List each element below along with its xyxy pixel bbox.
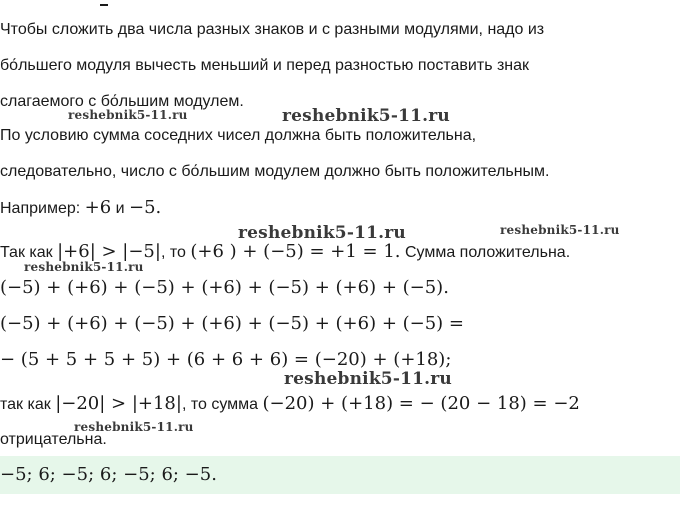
condition-line-2: следовательно, число с бо́льшим модулем должно быть положительным. <box>0 163 550 180</box>
watermark: reshebnik5-11.ru <box>74 420 194 434</box>
sequence-line: (−5) + (+6) + (−5) + (+6) + (−5) + (+6) + (−5). <box>0 277 449 298</box>
watermark: reshebnik5-11.ru <box>284 369 452 389</box>
negative-prefix: так как <box>0 396 56 413</box>
example-number-2: −5. <box>129 197 162 218</box>
since-modulus-compare: |+6| > |−5| <box>57 241 161 262</box>
negative-line <box>0 394 580 415</box>
rule-line-1: Чтобы сложить два числа разных знаков и с разными модулями, надо из <box>0 21 545 38</box>
watermark: reshebnik5-11.ru <box>500 223 620 237</box>
watermark: reshebnik5-11.ru <box>282 106 450 126</box>
example-prefix: Например: <box>0 200 85 217</box>
negative-line-2: отрицательна. <box>0 431 107 448</box>
sequence-sum-line: (−5) + (+6) + (−5) + (+6) + (−5) + (+6) + (−5) = <box>0 313 465 334</box>
negative-sum: (−20) + (+18) = − (20 − 18) = −2 <box>262 393 580 414</box>
condition-line-1: По условию сумма соседних чисел должна быть положительна, <box>0 127 477 144</box>
top-dash <box>100 4 108 6</box>
example-number-1: +6 <box>84 197 112 218</box>
example-and: и <box>111 200 130 217</box>
rule-line-2: бо́льшего модуля вычесть меньший и перед разностью поставить знак <box>0 57 530 74</box>
since-prefix: Так как <box>0 244 58 261</box>
rule-line-3: слагаемого с бо́льшим модулем. <box>0 93 244 110</box>
example-line <box>0 198 161 219</box>
since-sum: (+6 ) + (−5) = +1 = 1. <box>190 241 401 262</box>
since-suffix: Сумма положительна. <box>400 244 571 261</box>
watermark: reshebnik5-11.ru <box>24 260 144 274</box>
since-mid: , то <box>160 244 191 261</box>
watermark: reshebnik5-11.ru <box>238 223 406 243</box>
negative-modulus-compare: |−20| > |+18| <box>55 393 182 414</box>
answer-sequence: −5; 6; −5; 6; −5; 6; −5. <box>0 464 217 485</box>
grouped-sum-line: − (5 + 5 + 5 + 5) + (6 + 6 + 6) = (−20) + (+18); <box>0 349 452 370</box>
negative-mid: , то сумма <box>181 396 263 413</box>
watermark: reshebnik5-11.ru <box>68 108 188 122</box>
